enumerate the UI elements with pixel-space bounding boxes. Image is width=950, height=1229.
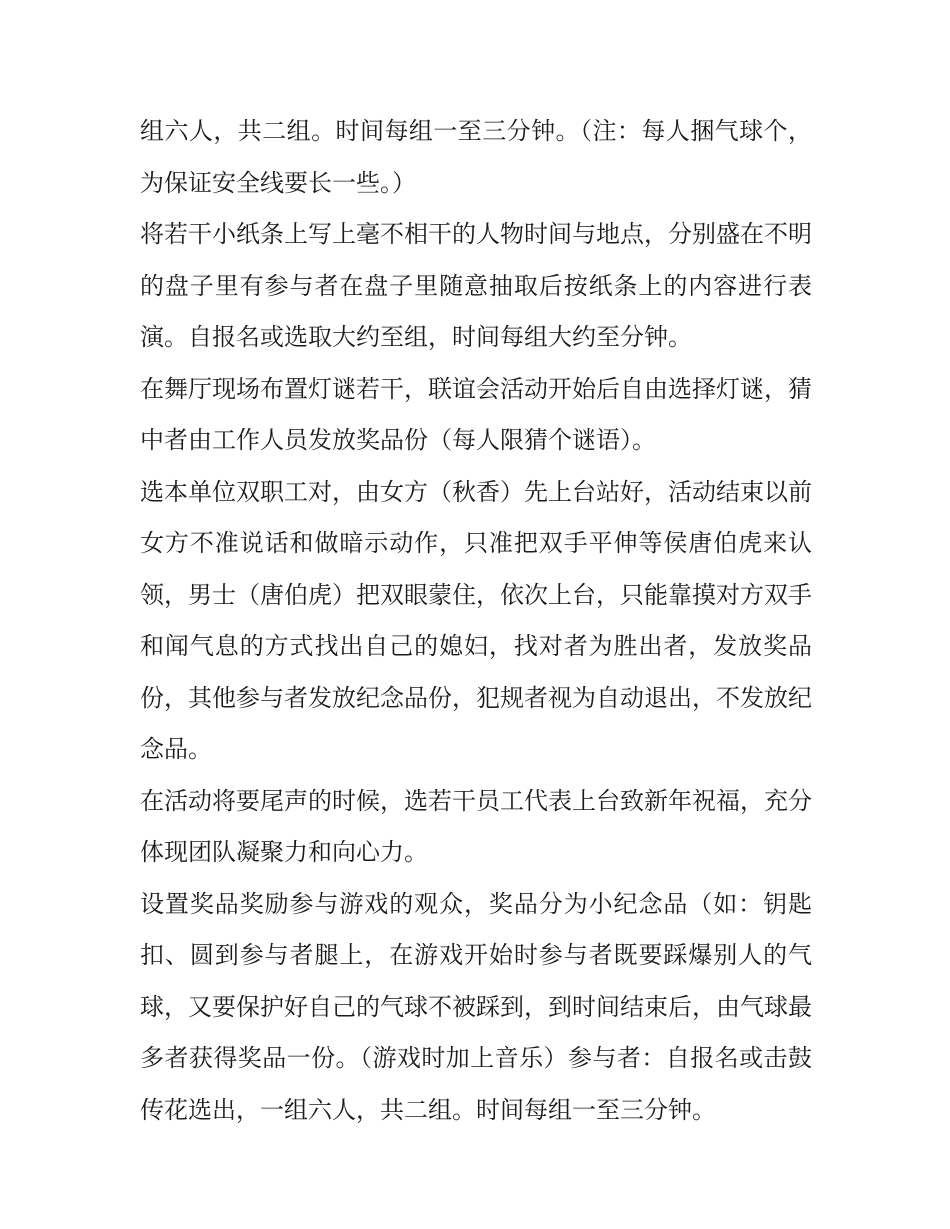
paragraph-3: 在舞厅现场布置灯谜若干，联谊会活动开始后自由选择灯谜，猜中者由工作人员发放奖品份（每人限猜个谜语）。	[140, 374, 812, 454]
paragraph-2: 将若干小纸条上写上毫不相干的人物时间与地点，分别盛在不明的盘子里有参与者在盘子里随意抽取后按纸条上的内容进行表演。自报名或选取大约至组，时间每组大约至分钟。	[140, 220, 812, 351]
paragraph-1: 组六人，共二组。时间每组一至三分钟。（注：每人捆气球个，为保证安全线要长一些。）	[140, 117, 812, 197]
paragraph-6: 设置奖品奖励参与游戏的观众，奖品分为小纪念品（如：钥匙扣、圆到参与者腿上，在游戏开始时参与者既要踩爆别人的气球，又要保护好自己的气球不被踩到，到时间结束后，由气球最多者获得奖品一份。（游戏时加上音乐）参与者：自报名或击鼓传花选出，一组六人，共二组。时间每组一至三分钟。	[140, 889, 812, 1124]
paragraph-5: 在活动将要尾声的时候，选若干员工代表上台致新年祝福，充分体现团队凝聚力和向心力。	[140, 786, 812, 866]
document-body	[140, 106, 812, 1136]
paragraph-4: 选本单位双职工对，由女方（秋香）先上台站好，活动结束以前女方不准说话和做暗示动作，只准把双手平伸等侯唐伯虎来认领，男士（唐伯虎）把双眼蒙住，依次上台，只能靠摸对方双手和闻气息的方式找出自己的媳妇，找对者为胜出者，发放奖品份，其他参与者发放纪念品份，犯规者视为自动退出，不发放纪念品。	[140, 477, 812, 763]
